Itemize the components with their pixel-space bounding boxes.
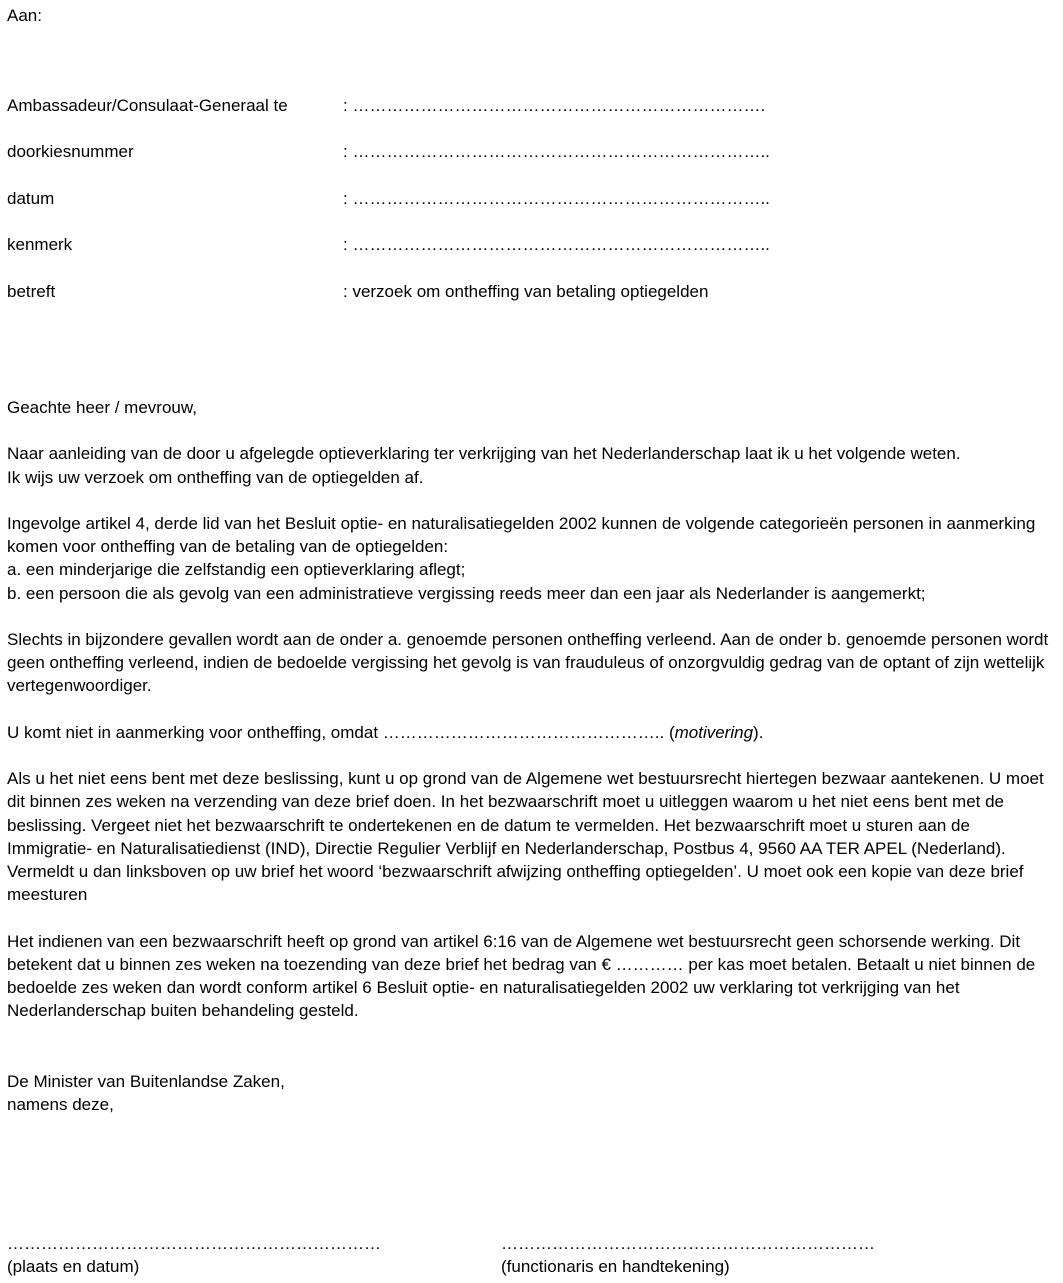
motivation-text: U komt niet in aanmerking voor ontheffing, omdat ………………………………………….. ( <box>7 722 675 742</box>
header-label: datum <box>7 189 55 208</box>
paragraph-intro-line2: Ik wijs uw verzoek om ontheffing van de optiegelden af. <box>7 467 424 487</box>
signature-label: (functionaris en handtekening) <box>501 1257 730 1276</box>
signature-place-date <box>7 1232 381 1278</box>
letter-body <box>7 396 1057 1046</box>
signature-dots: ………………………………………………………… <box>7 1234 381 1253</box>
paragraph-motivation <box>7 721 1057 744</box>
header-value: : ……………………………………………………………….. <box>343 142 770 161</box>
signature-label: (plaats en datum) <box>7 1257 140 1276</box>
header-value: : ………………………………………………………………. <box>343 96 766 115</box>
paragraph-exceptions: Slechts in bijzondere gevallen wordt aan de onder a. genoemde personen ontheffing verleend. Aan de onder b. genoemde personen wordt geen ontheffing verleend, indien de bedoelde vergissing het gevolg is van frauduleus of onzorgvuldig gedrag van de optant of zijn wettelijk vertegenwoordiger. <box>7 629 1049 696</box>
closing-line1: De Minister van Buitenlandse Zaken, <box>7 1072 285 1091</box>
header-label: betreft <box>7 282 56 301</box>
motivation-end: ). <box>753 722 764 742</box>
header-value: : verzoek om ontheffing van betaling optiegelden <box>343 282 709 301</box>
closing <box>7 1070 285 1116</box>
signature-dots: ………………………………………………………… <box>501 1234 875 1253</box>
header-field-reference <box>7 233 1057 256</box>
list-item-a: a. een minderjarige die zelfstandig een optieverklaring aflegt; <box>7 560 466 580</box>
signature-official <box>501 1232 875 1278</box>
salutation: Geachte heer / mevrouw, <box>7 398 197 417</box>
header-value: : ……………………………………………………………….. <box>343 189 770 208</box>
closing-line2: namens deze, <box>7 1095 114 1114</box>
header-label: doorkiesnummer <box>7 142 134 161</box>
header-field-date <box>7 187 1057 210</box>
paragraph-intro <box>7 442 1057 488</box>
recipient-label: Aan: <box>7 6 42 25</box>
paragraph-objection: Als u het niet eens bent met deze beslissing, kunt u op grond van de Algemene wet bestuursrecht hiertegen bezwaar aantekenen. U moet dit binnen zes weken na verzending van deze brief doen. In het bezwaarschrift moet u uitleggen waarom u het niet eens bent met de beslissing. Vergeet niet het bezwaarschrift te ondertekenen en de datum te vermelden. Het bezwaarschrift moet u sturen aan de Immigratie- en Naturalisatiedienst (IND), Directie Regulier Verblijf en Nederlanderschap, Postbus 4, 9560 AA TER APEL (Nederland). Vermeldt u dan linksboven op uw brief het woord ‘bezwaarschrift afwijzing ontheffing optiegelden’. U moet ook een kopie van deze brief meesturen <box>7 769 1044 905</box>
motivation-emphasis: motivering <box>674 722 754 742</box>
paragraph-intro-line1: Naar aanleiding van de door u afgelegde optieverklaring ter verkrijging van het Nederlanderschap laat ik u het volgende weten. <box>7 444 961 464</box>
paragraph-payment: Het indienen van een bezwaarschrift heeft op grond van artikel 6:16 van de Algemene wet bestuursrecht geen schorsende werking. Dit betekent dat u binnen zes weken na toezending van deze brief het bedrag van € ………… per kas moet betalen. Betaalt u niet binnen de bedoelde zes weken dan wordt conform artikel 6 Besluit optie- en naturalisatiegelden 2002 uw verklaring tot verkrijging van het Nederlanderschap buiten behandeling gesteld. <box>7 931 1036 1021</box>
list-item-b: b. een persoon die als gevolg van een administratieve vergissing reeds meer dan een jaar als Nederlander is aangemerkt; <box>7 583 926 603</box>
header-label: kenmerk <box>7 235 73 254</box>
paragraph-categories: Ingevolge artikel 4, derde lid van het Besluit optie- en naturalisatiegelden 2002 kunnen de volgende categorieën personen in aanmerking komen voor ontheffing van de betaling van de optiegelden: <box>7 513 1036 557</box>
header-field-subject <box>7 280 1057 303</box>
header-value: : ……………………………………………………………….. <box>343 235 770 254</box>
header-field-phone <box>7 140 1057 163</box>
header-field-embassy <box>7 94 1057 117</box>
header-label: Ambassadeur/Consulaat-Generaal te <box>7 96 288 115</box>
